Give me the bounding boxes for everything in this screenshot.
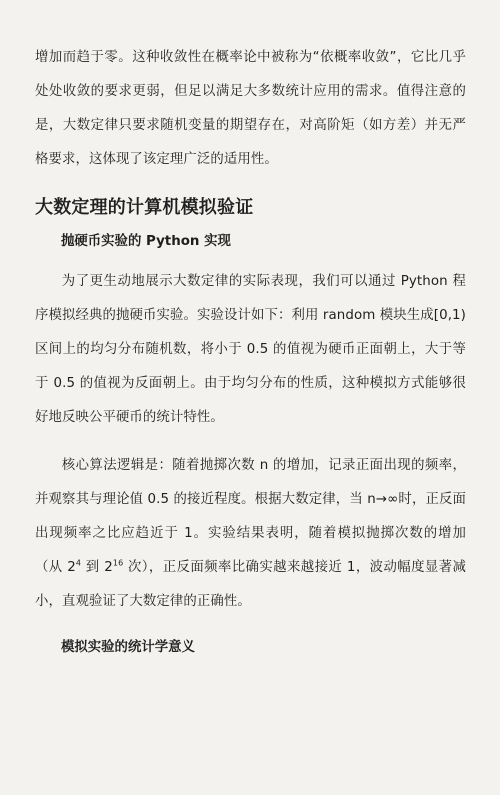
exponent-4: 4 bbox=[75, 558, 82, 568]
paragraph-gap bbox=[35, 435, 466, 449]
paragraph-core-algorithm-part1: 核心算法逻辑是：随着抛掷次数 n 的增加，记录正面出现的频率，并观察其与理论值 0.5 的接近程度。根据大数定律，当 n→∞时，正反面出现频率之比应趋近于 1。实验结果表明，随着模拟抛掷次数的增加（从 2 bbox=[35, 458, 466, 575]
paragraph-experiment-design: 为了更生动地展示大数定律的实际表现，我们可以通过 Python 程序模拟经典的抛硬币实验。实验设计如下：利用 random 模块生成[0,1)区间上的均匀分布随机数，将小于 0.5 的值视为硬币正面朝上，大于等于 0.5 的值视为反面朝上。由于均匀分布的性质，这种模拟方式能够很好地反映公平硬币的统计特性。 bbox=[35, 274, 466, 425]
subsection-heading-statistical-meaning: 模拟实验的统计学意义 bbox=[61, 640, 195, 655]
paragraph-core-algorithm-part3: 次），正反面频率比确实越来越接近 1，波动幅度显著减小，直观验证了大数定律的正确性。 bbox=[35, 560, 466, 609]
exponent-16: 16 bbox=[112, 558, 124, 568]
subsection-heading-coin-toss: 抛硬币实验的 Python 实现 bbox=[61, 234, 231, 249]
paragraph-core-algorithm bbox=[35, 449, 466, 619]
section-heading-simulation: 大数定理的计算机模拟验证 bbox=[35, 197, 254, 218]
paragraph-convergence: 增加而趋于零。这种收敛性在概率论中被称为“依概率收敛”，它比几乎处处收敛的要求更弱，但足以满足大多数统计应用的需求。值得注意的是，大数定律只要求随机变量的期望存在，对高阶矩（如方差）并无严格要求，这体现了该定理广泛的适用性。 bbox=[35, 50, 466, 167]
paragraph-core-algorithm-part2: 到 2 bbox=[81, 560, 113, 575]
